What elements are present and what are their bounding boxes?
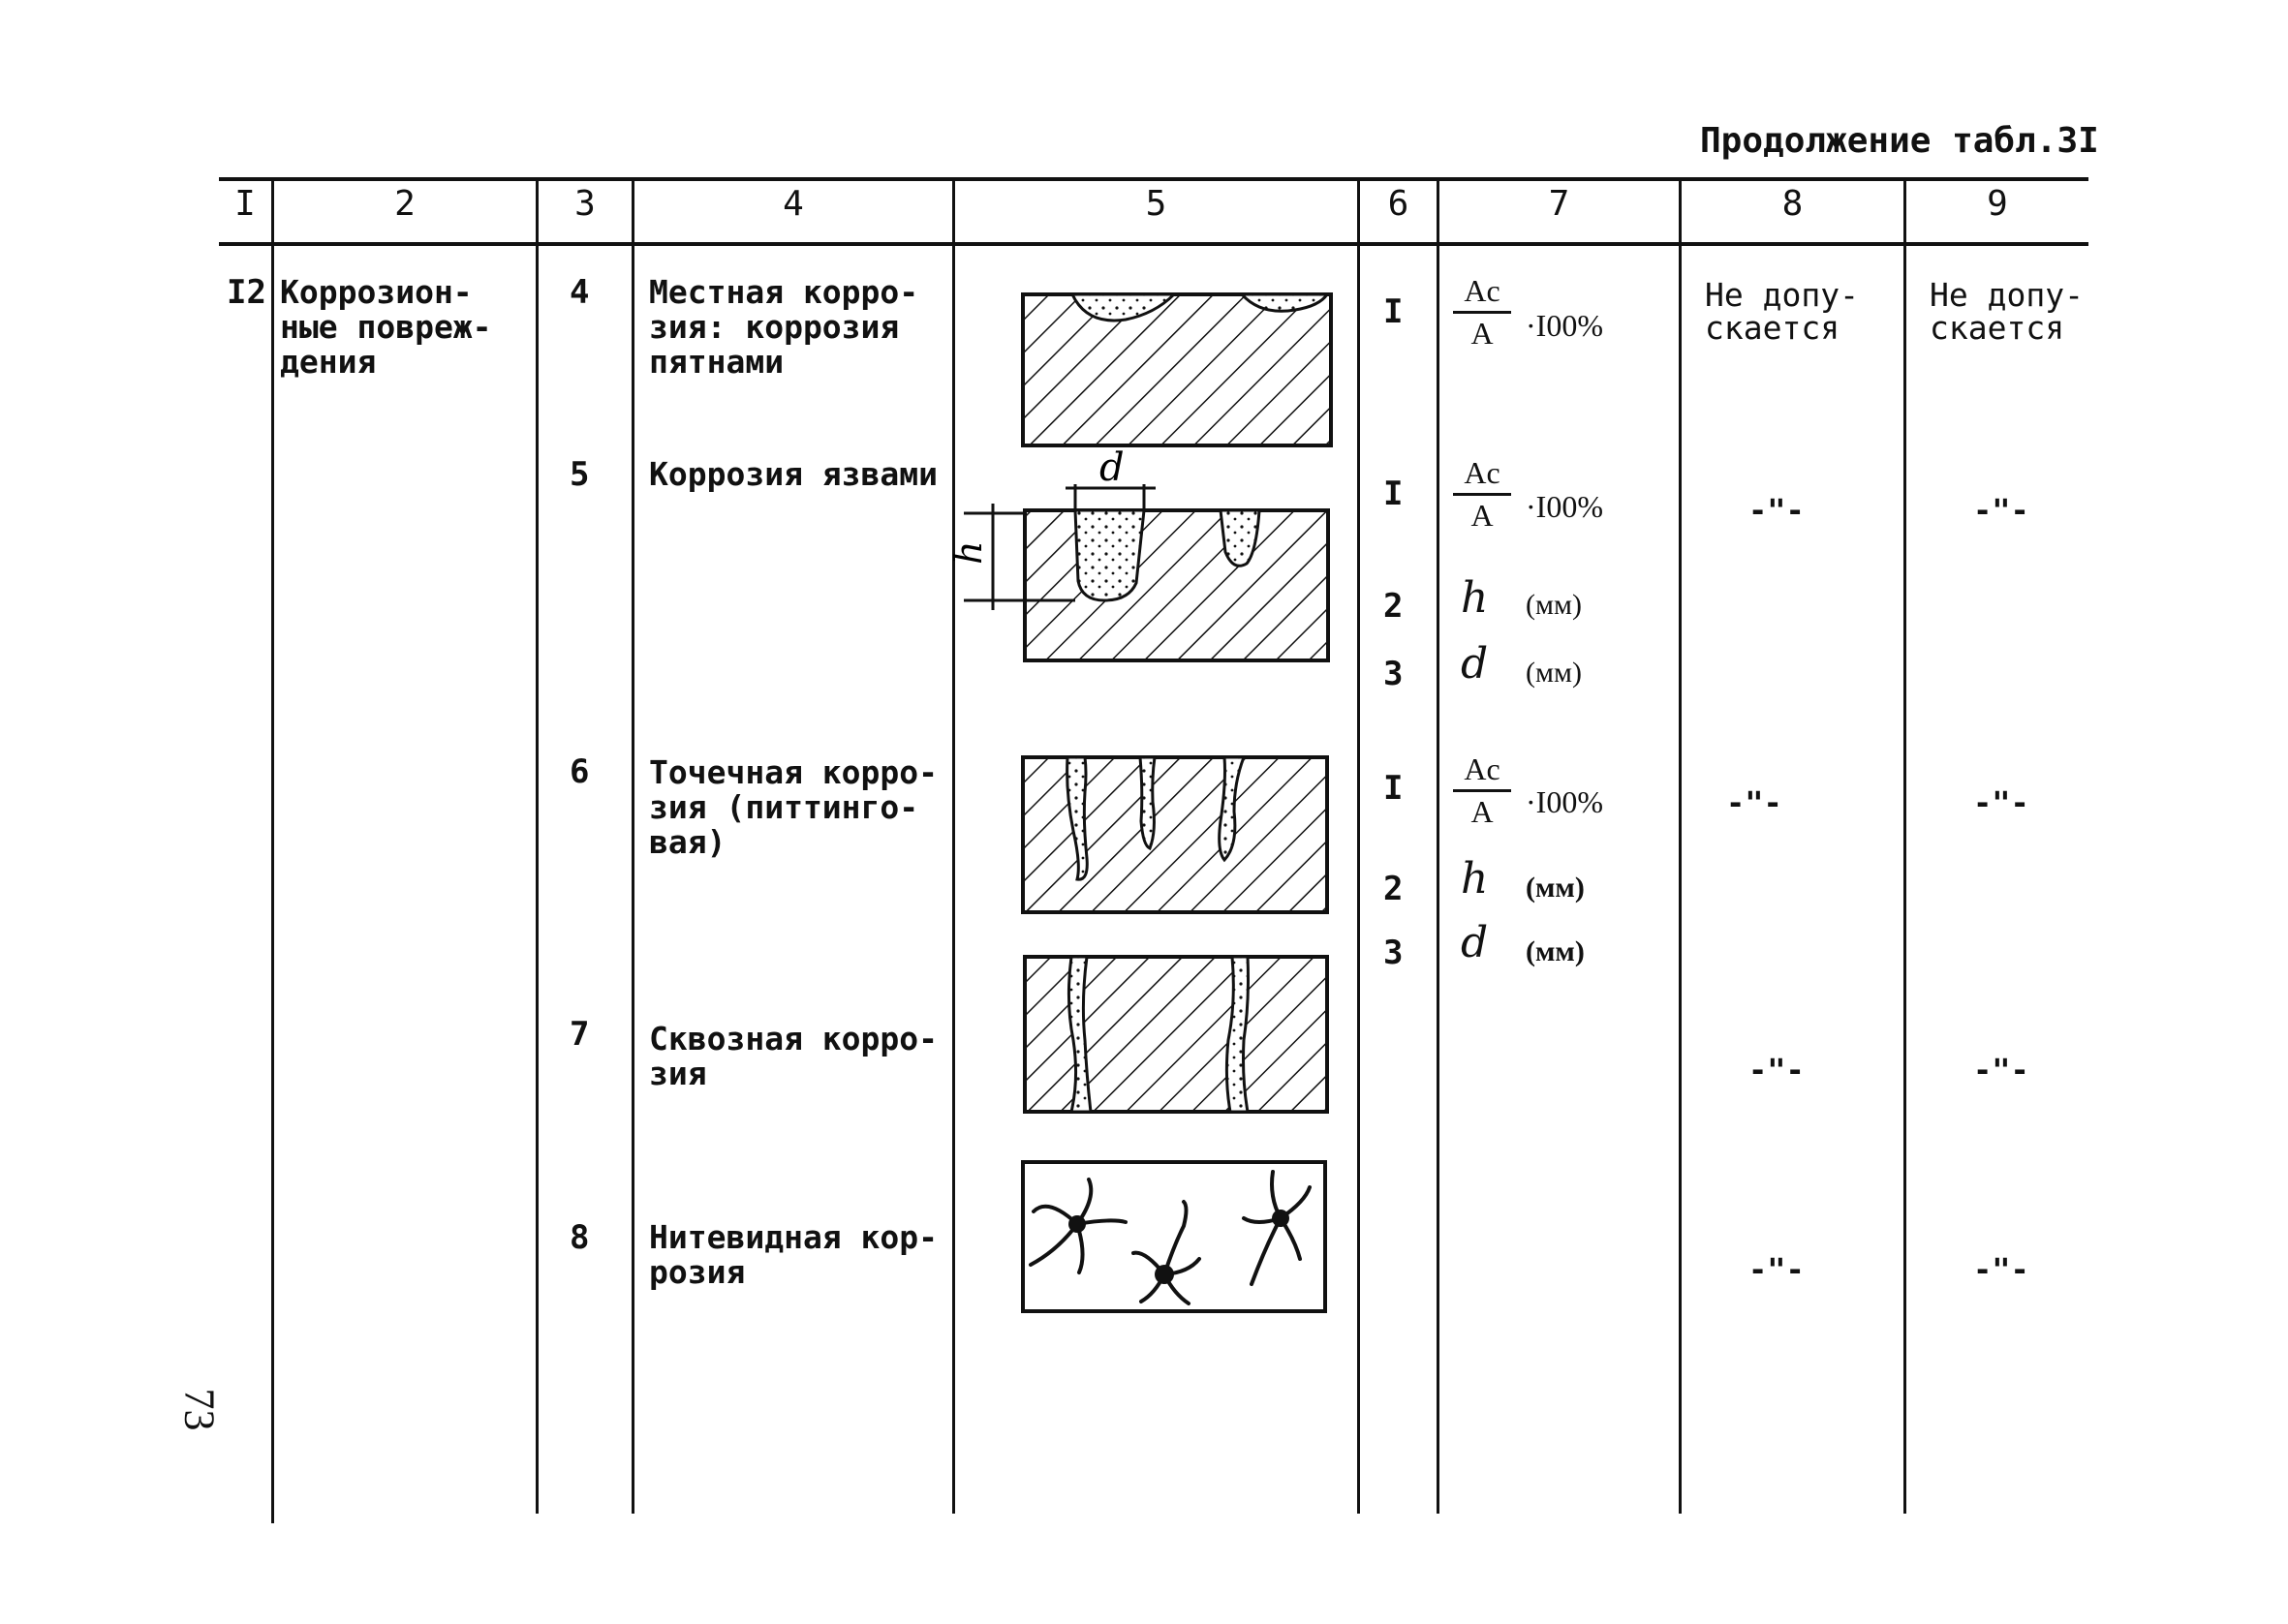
column-divider [1903, 177, 1906, 1514]
param-index: 3 [1383, 655, 1404, 693]
row-code: 7 [570, 1015, 590, 1054]
column-divider [632, 177, 634, 1514]
figure-filiform-corrosion [1019, 1158, 1329, 1315]
param-index: 2 [1383, 870, 1404, 908]
formula-numerator: Ac [1453, 273, 1511, 314]
row-name: Сквозная корро- зия [649, 1020, 939, 1092]
param-index: I [1383, 292, 1404, 331]
column-header: 4 [783, 184, 804, 224]
area-ratio-formula [1453, 455, 1511, 534]
header-bottom-rule [219, 242, 2088, 246]
dimension-label-h: h [947, 540, 990, 565]
requirement-col8: Не допу- скается [1705, 276, 1859, 347]
figure-ulcer-corrosion [947, 445, 1337, 668]
formula-multiplier: ·I00% [1526, 784, 1603, 819]
unit-label: (мм) [1526, 872, 1585, 904]
figure-through-corrosion [1021, 953, 1331, 1116]
column-header: 3 [574, 184, 596, 224]
page-number: 73 [175, 1388, 224, 1431]
column-header: 7 [1548, 184, 1570, 224]
dimension-label-d: d [1099, 445, 1125, 490]
ditto-col9: -"- [1973, 1251, 2029, 1288]
column-divider [1437, 177, 1439, 1514]
diameter-symbol: d [1461, 639, 1489, 689]
row-code: 6 [570, 752, 590, 791]
column-divider [271, 177, 274, 1523]
ditto-col8: -"- [1748, 492, 1805, 529]
column-divider [952, 177, 955, 1514]
group-number: I2 [227, 273, 266, 312]
row-code: 5 [570, 455, 590, 494]
area-ratio-formula [1453, 751, 1511, 830]
depth-symbol: h [1461, 573, 1489, 623]
column-header: 8 [1781, 184, 1804, 224]
ditto-col8: -"- [1748, 1251, 1805, 1288]
row-code: 8 [570, 1218, 590, 1257]
param-index: 3 [1383, 934, 1404, 972]
formula-numerator: Ac [1453, 751, 1511, 792]
figure-spot-corrosion [1019, 291, 1339, 450]
formula-numerator: Ac [1453, 455, 1511, 496]
column-header: 9 [1987, 184, 2008, 224]
ditto-col9: -"- [1973, 1052, 2029, 1088]
column-divider [1357, 177, 1360, 1514]
formula-multiplier: ·I00% [1526, 489, 1603, 524]
row-name: Местная корро- зия: коррозия пятнами [649, 273, 919, 381]
unit-label: (мм) [1526, 935, 1585, 967]
ditto-col9: -"- [1973, 784, 2029, 821]
param-index: I [1383, 769, 1404, 808]
column-divider [1679, 177, 1682, 1514]
formula-denominator: A [1470, 316, 1494, 351]
table-caption: Продолжение табл.3I [1700, 121, 2099, 161]
depth-symbol: h [1461, 854, 1489, 904]
figure-pitting-corrosion [1019, 753, 1331, 916]
column-header: I [234, 184, 256, 224]
ditto-col9: -"- [1973, 492, 2029, 529]
row-name: Нитевидная кор- розия [649, 1218, 939, 1291]
formula-denominator: A [1470, 498, 1494, 533]
unit-label: (мм) [1526, 657, 1582, 689]
column-header: 2 [394, 184, 416, 224]
column-header: 6 [1387, 184, 1409, 224]
column-divider [536, 177, 539, 1514]
ditto-col8: -"- [1726, 784, 1782, 821]
unit-label: (мм) [1526, 589, 1582, 621]
ditto-col8: -"- [1748, 1052, 1805, 1088]
row-name: Точечная корро- зия (питтинго- вая) [649, 753, 939, 861]
table-top-rule [219, 177, 2088, 181]
param-index: 2 [1383, 587, 1404, 626]
row-name: Коррозия язвами [649, 457, 939, 492]
diameter-symbol: d [1461, 918, 1489, 967]
group-name: Коррозион- ные повреж- дения [280, 273, 492, 381]
row-code: 4 [570, 273, 590, 312]
param-index: I [1383, 475, 1404, 513]
formula-denominator: A [1470, 794, 1494, 829]
formula-multiplier: ·I00% [1526, 308, 1603, 343]
column-header: 5 [1145, 184, 1167, 224]
area-ratio-formula [1453, 273, 1511, 352]
requirement-col9: Не допу- скается [1930, 276, 2084, 347]
